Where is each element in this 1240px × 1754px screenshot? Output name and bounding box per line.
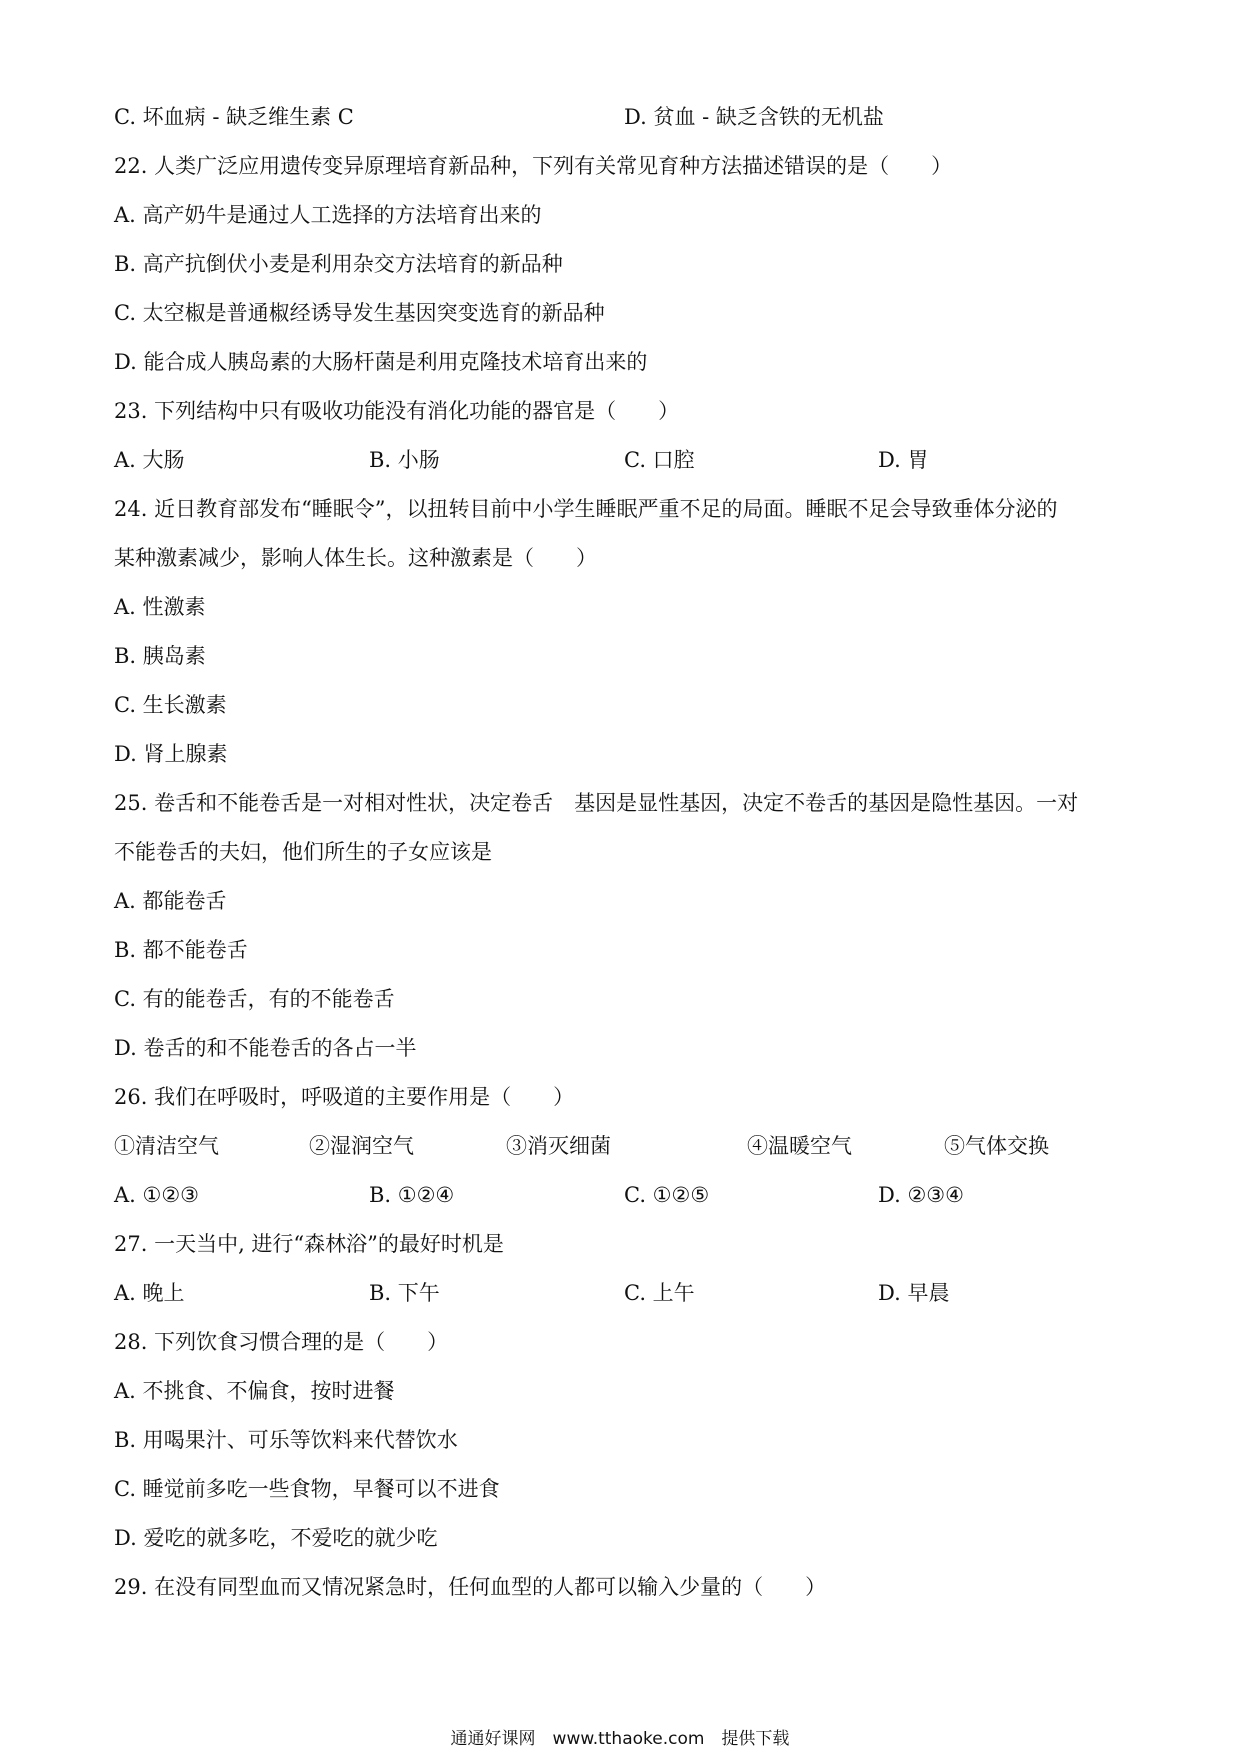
q27-stem: 27. 一天当中, 进行“森林浴”的最好时机是 bbox=[114, 1232, 504, 1256]
q29-stem: 29. 在没有同型血而又情况紧急时，任何血型的人都可以输入少量的（ ） bbox=[114, 1575, 827, 1599]
q22-option-a: A. 高产奶牛是通过人工选择的方法培育出来的 bbox=[114, 203, 542, 227]
q24-stem-line1: 24. 近日教育部发布“睡眠令”，以扭转目前中小学生睡眠严重不足的局面。睡眠不足会导致垂体分泌的 bbox=[114, 497, 1058, 521]
q23-option-a: A. 大肠 bbox=[114, 448, 185, 472]
footer-download-note: 通通好课网 www.tthaoke.com 提供下载 bbox=[450, 1729, 790, 1749]
q26-option-b: B. ①②④ bbox=[369, 1183, 455, 1207]
q28-option-b: B. 用喝果汁、可乐等饮料来代替饮水 bbox=[114, 1428, 458, 1452]
q26-item-3: ③消灭细菌 bbox=[506, 1134, 611, 1158]
q23-stem: 23. 下列结构中只有吸收功能没有消化功能的器官是（ ） bbox=[114, 399, 680, 423]
q22-option-b: B. 高产抗倒伏小麦是利用杂交方法培育的新品种 bbox=[114, 252, 563, 276]
q22-option-c: C. 太空椒是普通椒经诱导发生基因突变选育的新品种 bbox=[114, 301, 605, 325]
q25-option-b: B. 都不能卷舌 bbox=[114, 938, 248, 962]
q26-item-2: ②湿润空气 bbox=[309, 1134, 414, 1158]
q25-option-d: D. 卷舌的和不能卷舌的各占一半 bbox=[114, 1036, 417, 1060]
q24-stem-line2: 某种激素减少，影响人体生长。这种激素是（ ） bbox=[114, 546, 597, 570]
q22-stem: 22. 人类广泛应用遗传变异原理培育新品种，下列有关常见育种方法描述错误的是（ ） bbox=[114, 154, 953, 178]
q26-item-1: ①清洁空气 bbox=[114, 1134, 219, 1158]
q24-option-a: A. 性激素 bbox=[114, 595, 206, 619]
q28-option-c: C. 睡觉前多吃一些食物，早餐可以不进食 bbox=[114, 1477, 500, 1501]
q28-stem: 28. 下列饮食习惯合理的是（ ） bbox=[114, 1330, 449, 1354]
q24-option-d: D. 肾上腺素 bbox=[114, 742, 228, 766]
q26-option-c: C. ①②⑤ bbox=[624, 1183, 710, 1207]
q24-option-c: C. 生长激素 bbox=[114, 693, 227, 717]
q25-option-a: A. 都能卷舌 bbox=[114, 889, 227, 913]
q24-option-b: B. 胰岛素 bbox=[114, 644, 206, 668]
q27-option-a: A. 晚上 bbox=[114, 1281, 185, 1305]
q23-option-d: D. 胃 bbox=[878, 448, 929, 472]
q26-stem: 26. 我们在呼吸时，呼吸道的主要作用是（ ） bbox=[114, 1085, 575, 1109]
q23-option-c: C. 口腔 bbox=[624, 448, 695, 472]
q27-option-d: D. 早晨 bbox=[878, 1281, 950, 1305]
q27-option-b: B. 下午 bbox=[369, 1281, 440, 1305]
q28-option-d: D. 爱吃的就多吃，不爱吃的就少吃 bbox=[114, 1526, 438, 1550]
q28-option-a: A. 不挑食、不偏食，按时进餐 bbox=[114, 1379, 395, 1403]
q26-item-5: ⑤气体交换 bbox=[944, 1134, 1049, 1158]
q26-option-a: A. ①②③ bbox=[114, 1183, 199, 1207]
q26-item-4: ④温暖空气 bbox=[747, 1134, 852, 1158]
q25-option-c: C. 有的能卷舌，有的不能卷舌 bbox=[114, 987, 395, 1011]
q26-option-d: D. ②③④ bbox=[878, 1183, 964, 1207]
q27-option-c: C. 上午 bbox=[624, 1281, 695, 1305]
q21-option-c: C. 坏血病 - 缺乏维生素 C bbox=[114, 105, 354, 129]
q25-stem-line1: 25. 卷舌和不能卷舌是一对相对性状，决定卷舌 基因是显性基因，决定不卷舌的基因是隐性基因。一对 bbox=[114, 791, 1079, 815]
q22-option-d: D. 能合成人胰岛素的大肠杆菌是利用克隆技术培育出来的 bbox=[114, 350, 648, 374]
q25-stem-line2: 不能卷舌的夫妇，他们所生的子女应该是 bbox=[114, 840, 492, 864]
q21-option-d: D. 贫血 - 缺乏含铁的无机盐 bbox=[624, 105, 884, 129]
q23-option-b: B. 小肠 bbox=[369, 448, 440, 472]
